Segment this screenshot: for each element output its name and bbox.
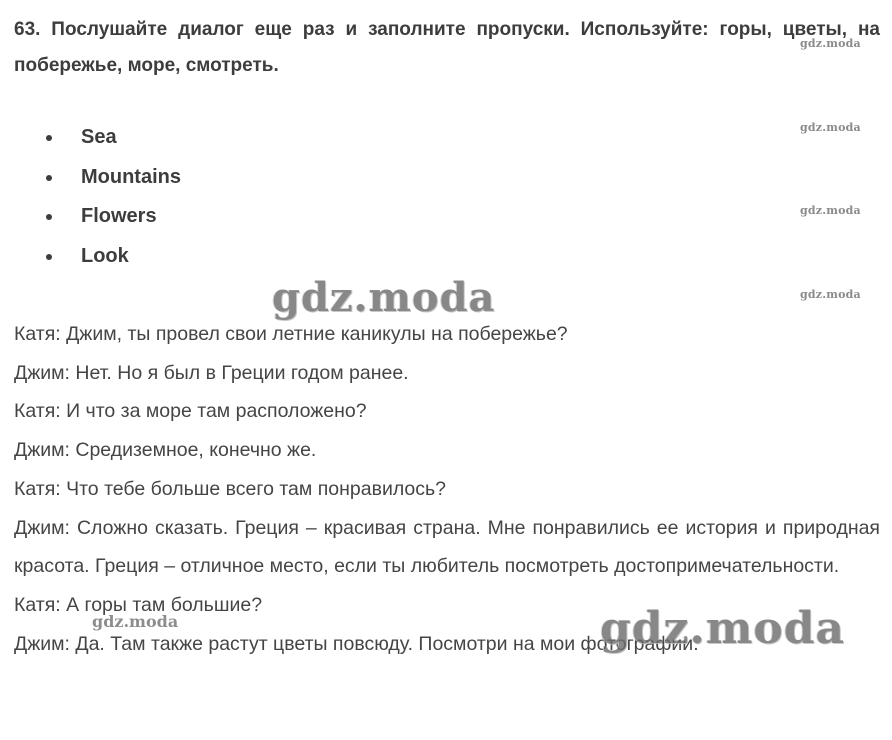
dialogue-line: Катя: А горы там большие? (14, 593, 263, 616)
word-options-list (46, 118, 181, 277)
watermark-small: gdz.moda (800, 204, 861, 217)
watermark-large: gdz.moda (600, 603, 846, 654)
option-item (46, 197, 181, 237)
bullet-icon (46, 135, 52, 141)
dialogue-line: Катя: И что за море там расположено? (14, 400, 367, 423)
option-label: Mountains (81, 165, 181, 188)
dialogue-line: Джим: Сложно сказать. Греция – красивая страна. Мне понравились ее история и природная красота. Греция – отличное место, если ты любитель посмотреть достопримечательности. (14, 516, 880, 578)
bullet-icon (46, 254, 52, 260)
watermark-small: gdz.moda (800, 121, 861, 134)
dialogue-line: Катя: Что тебе больше всего там понравилось? (14, 477, 447, 500)
dialogue-line: Джим: Средиземное, конечно же. (14, 439, 317, 462)
watermark-small: gdz.moda (800, 288, 861, 301)
option-item (46, 158, 181, 198)
watermark-large: gdz.moda (272, 274, 496, 321)
task-title: 63. Послушайте диалог еще раз и заполните пропуски. Используйте: горы, цветы, на побережье, море, смотреть. (14, 19, 880, 76)
watermark-medium: gdz.moda (92, 612, 179, 631)
option-label: Sea (81, 126, 117, 148)
bullet-icon (46, 214, 52, 220)
option-item (46, 118, 181, 158)
option-label: Flowers (81, 205, 157, 228)
dialogue-line: Джим: Да. Там также растут цветы повсюду. Посмотри на мои фотографии. (14, 632, 699, 655)
option-label: Look (81, 245, 129, 268)
option-item (46, 237, 181, 277)
dialogue-line: Катя: Джим, ты провел свои летние каникулы на побережье? (14, 323, 568, 345)
bullet-icon (46, 175, 52, 181)
watermark-small: gdz.moda (800, 37, 861, 50)
dialogue-line: Джим: Нет. Но я был в Греции годом ранее. (14, 361, 409, 384)
